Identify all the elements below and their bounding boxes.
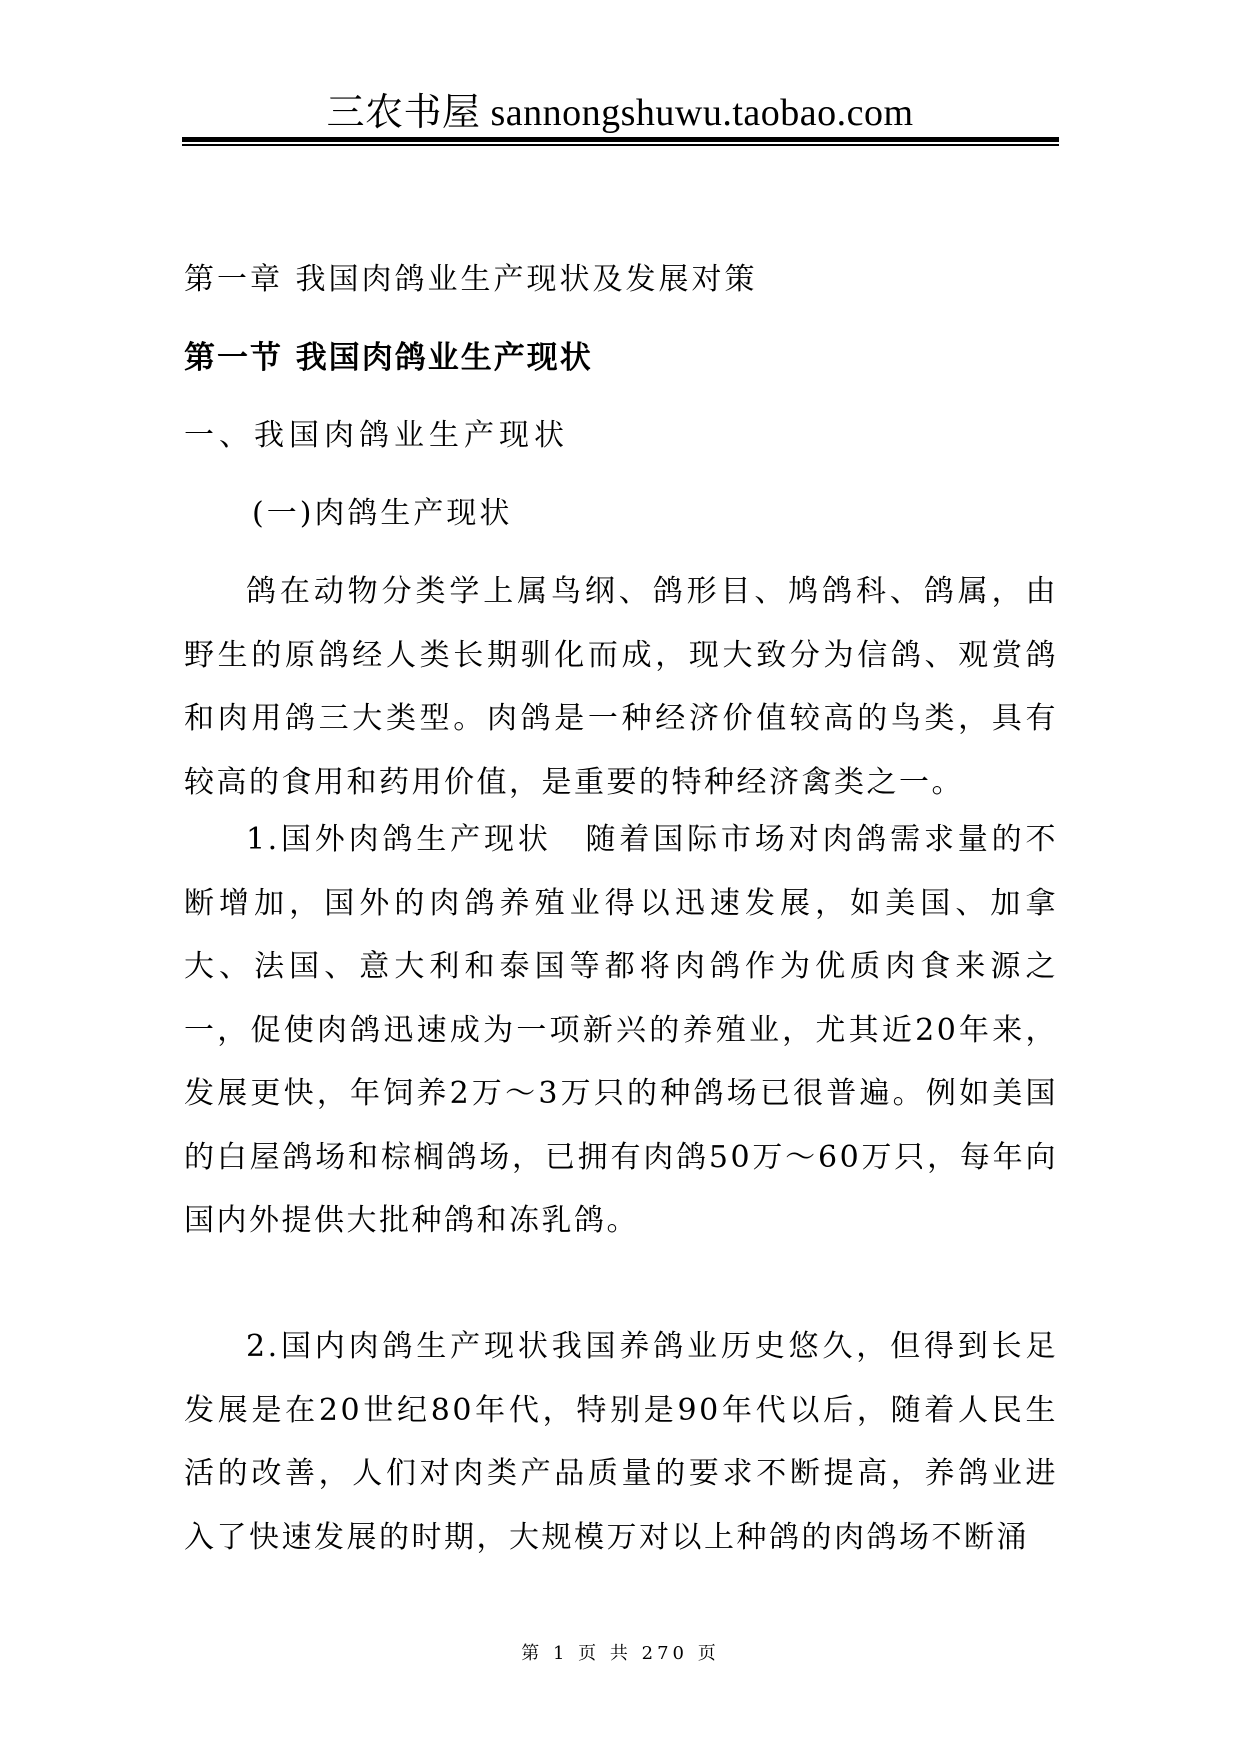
header-rule-thin [182,144,1059,146]
section-title: 第一节 我国肉鸽业生产现状 [184,340,593,376]
header-rule-thick [182,137,1059,142]
subheading-level-2: (一)肉鸽生产现状 [252,496,513,531]
paragraph: 2.国内肉鸽生产现状我国养鸽业历史悠久，但得到长足发展是在20世纪80年代，特别是90年代以后，随着人民生活的改善，人们对肉类产品质量的要求不断提高，养鸽业进入了快速发展的时期，大规模万对以上种鸽的肉鸽场不断涌 [184,1329,1058,1555]
page-number: 第 1 页 共 270 页 [521,1643,720,1664]
page-header: 三农书屋 sannongshuwu.taobao.com [326,92,914,134]
paragraph: 1.国外肉鸽生产现状 随着国际市场对肉鸽需求量的不断增加，国外的肉鸽养殖业得以迅速发展，如美国、加拿大、法国、意大利和泰国等都将肉鸽作为优质肉食来源之一，促使肉鸽迅速成为一项新兴的养殖业，尤其近20年来，发展更快，年饲养2万～3万只的种鸽场已很普遍。例如美国的白屋鸽场和棕榈鸽场，已拥有肉鸽50万～60万只，每年向国内外提供大批种鸽和冻乳鸽。 [184,822,1058,1238]
paragraph: 鸽在动物分类学上属鸟纲、鸽形目、鸠鸽科、鸽属，由野生的原鸽经人类长期驯化而成，现大致分为信鸽、观赏鸽和肉用鸽三大类型。肉鸽是一种经济价值较高的鸟类，具有较高的食用和药用价值，是重要的特种经济禽类之一。 [184,574,1058,800]
subheading-level-1: 一、我国肉鸽业生产现状 [184,418,569,453]
chapter-title: 第一章 我国肉鸽业生产现状及发展对策 [184,262,758,297]
